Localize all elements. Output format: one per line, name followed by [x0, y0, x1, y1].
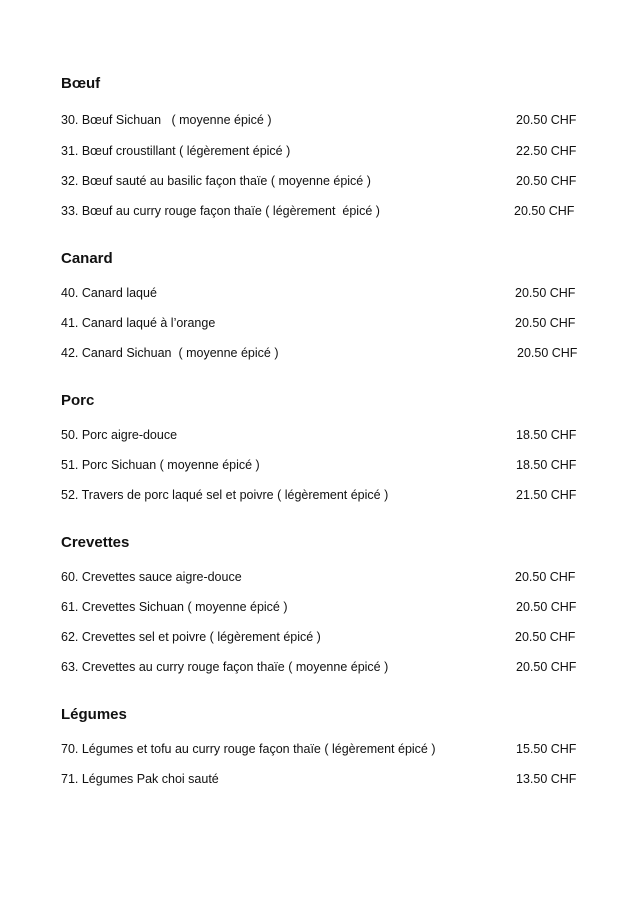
menu-item-name: 70. Légumes et tofu au curry rouge façon thaïe ( légèrement épicé )	[61, 742, 436, 756]
menu-item-price: 13.50 CHF	[516, 772, 577, 786]
menu-item-name: 62. Crevettes sel et poivre ( légèrement épicé )	[61, 630, 321, 644]
menu-item-price: 20.50 CHF	[517, 346, 578, 360]
menu-item-name: 32. Bœuf sauté au basilic façon thaïe ( moyenne épicé )	[61, 174, 371, 188]
menu-item-name: 33. Bœuf au curry rouge façon thaïe ( légèrement épicé )	[61, 204, 380, 218]
menu-item-name: 31. Bœuf croustillant ( légèrement épicé )	[61, 144, 291, 158]
menu-item-price: 22.50 CHF	[516, 144, 577, 158]
menu-item-name: 51. Porc Sichuan ( moyenne épicé )	[61, 458, 260, 472]
menu-item-price: 15.50 CHF	[516, 742, 577, 756]
menu-item-name: 41. Canard laqué à l’orange	[61, 316, 216, 330]
menu-item-price: 20.50 CHF	[516, 660, 577, 674]
section-title-legumes: Légumes	[61, 706, 127, 723]
menu-item-name: 52. Travers de porc laqué sel et poivre ( légèrement épicé )	[61, 488, 389, 502]
menu-item-price: 20.50 CHF	[514, 204, 575, 218]
section-title-canard: Canard	[61, 250, 113, 267]
section-title-crevettes: Crevettes	[61, 534, 130, 551]
menu-item-name: 40. Canard laqué	[61, 286, 157, 300]
menu-item-name: 61. Crevettes Sichuan ( moyenne épicé )	[61, 600, 288, 614]
menu-item-price: 21.50 CHF	[516, 488, 577, 502]
menu-item-price: 20.50 CHF	[516, 174, 577, 188]
menu-item-name: 63. Crevettes au curry rouge façon thaïe ( moyenne épicé )	[61, 660, 389, 674]
section-title-porc: Porc	[61, 392, 95, 409]
menu-item-price: 20.50 CHF	[516, 113, 577, 127]
menu-item-name: 50. Porc aigre-douce	[61, 428, 178, 442]
menu-item-name: 30. Bœuf Sichuan ( moyenne épicé )	[61, 113, 272, 127]
menu-item-price: 20.50 CHF	[516, 600, 577, 614]
menu-item-name: 71. Légumes Pak choi sauté	[61, 772, 219, 786]
menu-item-name: 42. Canard Sichuan ( moyenne épicé )	[61, 346, 279, 360]
menu-item-name: 60. Crevettes sauce aigre-douce	[61, 570, 242, 584]
menu-item-price: 20.50 CHF	[515, 286, 576, 300]
menu-item-price: 18.50 CHF	[516, 428, 577, 442]
menu-item-price: 18.50 CHF	[516, 458, 577, 472]
menu-item-price: 20.50 CHF	[515, 630, 576, 644]
menu-item-price: 20.50 CHF	[515, 570, 576, 584]
section-title-boeuf: Bœuf	[61, 75, 101, 92]
menu-item-price: 20.50 CHF	[515, 316, 576, 330]
